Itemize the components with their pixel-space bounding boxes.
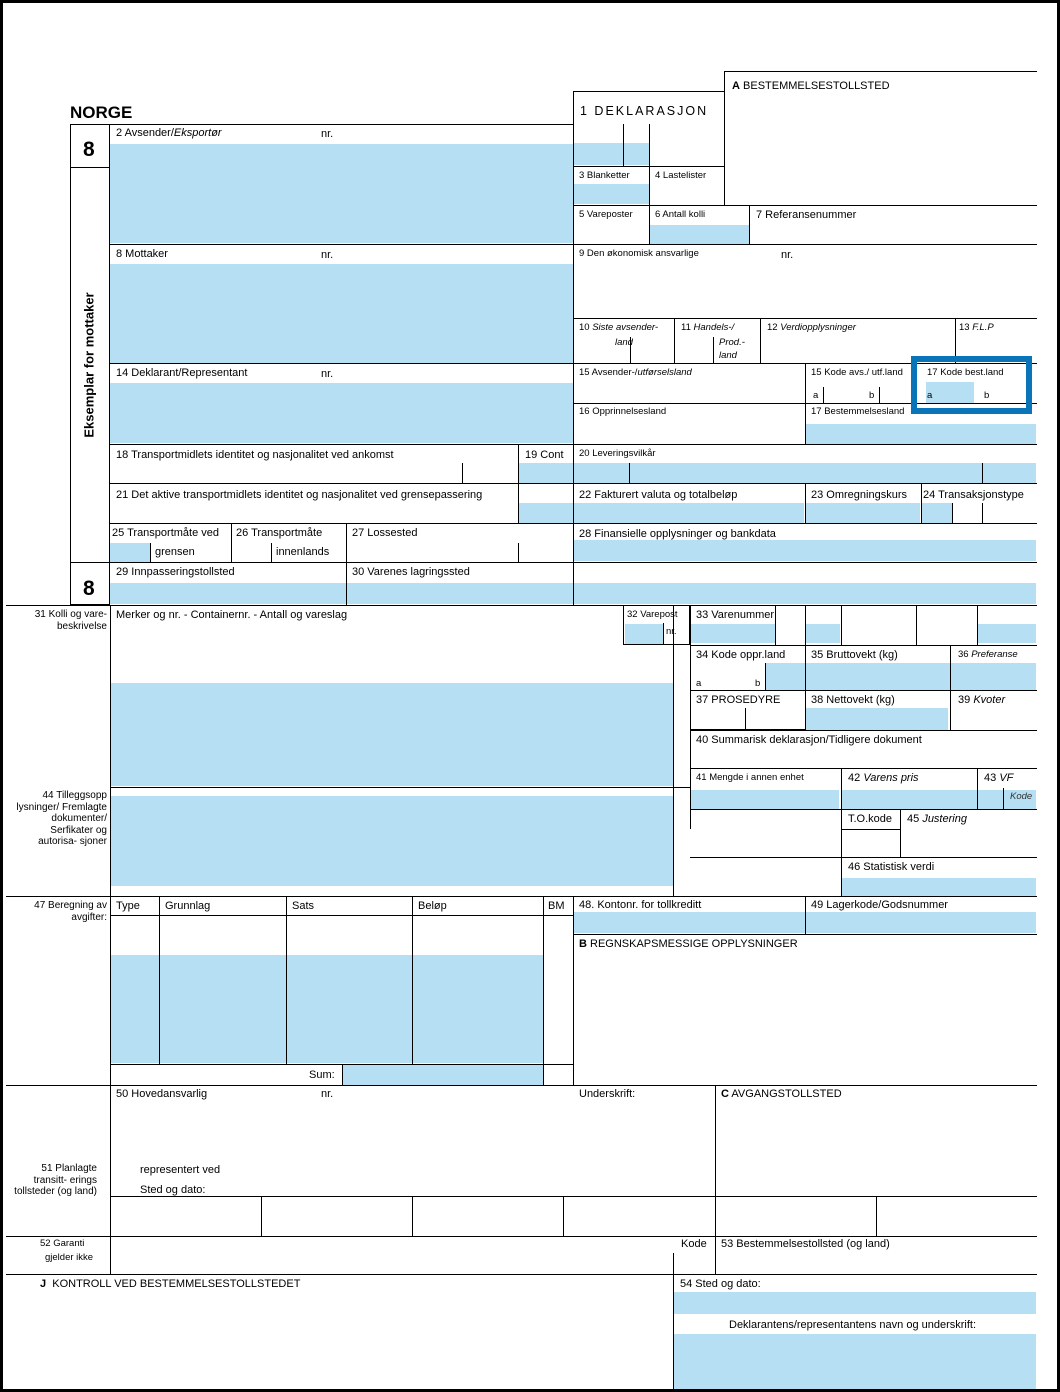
box-10-num: 10 bbox=[579, 322, 590, 333]
box-34-a: a bbox=[696, 678, 702, 689]
copy-number: 8 bbox=[83, 138, 95, 161]
box-17-b: b bbox=[984, 390, 990, 401]
box-7-label: 7 Referansenummer bbox=[756, 209, 857, 221]
line bbox=[673, 605, 674, 896]
line bbox=[745, 708, 746, 730]
box-9-nr: nr. bbox=[781, 249, 794, 261]
field-sum[interactable] bbox=[342, 1065, 543, 1085]
box-b-letter: B bbox=[579, 938, 587, 950]
box-38-label: 38 Nettovekt (kg) bbox=[811, 694, 895, 706]
box-34-b: b bbox=[755, 678, 761, 689]
box-21-label: 21 Det aktive transportmidlets identitet og nasjonalitet ved grensepassering bbox=[116, 489, 483, 501]
line bbox=[110, 444, 1037, 445]
line bbox=[977, 605, 978, 645]
line bbox=[724, 71, 725, 205]
line bbox=[150, 543, 151, 563]
box-42-num: 42 bbox=[848, 772, 861, 784]
box-9-label: 9 Den økonomisk ansvarlige bbox=[579, 248, 699, 259]
line bbox=[110, 523, 1037, 524]
box-28-label: 28 Finansielle opplysninger og bankdata bbox=[579, 528, 776, 540]
box-50-nr: nr. bbox=[321, 1088, 334, 1100]
box-24-label: 24 Transaksjonstype bbox=[923, 489, 1024, 501]
line bbox=[412, 896, 413, 1064]
box-39-num: 39 bbox=[958, 694, 971, 706]
field-42-varens-pris[interactable] bbox=[841, 790, 1036, 809]
line bbox=[876, 1196, 877, 1236]
underskrift-label: Underskrift: bbox=[579, 1088, 636, 1100]
box-52-label-b: gjelder ikke bbox=[45, 1252, 94, 1263]
line bbox=[6, 896, 1037, 897]
box-5-label: 5 Vareposter bbox=[579, 209, 633, 220]
field-54-sted-dato[interactable] bbox=[673, 1292, 1036, 1314]
line bbox=[159, 896, 160, 1064]
box-43-kode: Kode bbox=[1010, 791, 1033, 802]
sted-dato-label: Sted og dato: bbox=[140, 1184, 206, 1196]
box-2-label: 2 Avsender/ bbox=[116, 127, 174, 139]
box-32-label: 32 Varepost bbox=[627, 609, 678, 620]
box-50-label: 50 Hovedansvarlig bbox=[116, 1088, 208, 1100]
box-15-label-italic: utførselsland bbox=[637, 367, 692, 378]
line bbox=[749, 205, 750, 245]
box-1-label: 1 DEKLARASJON bbox=[580, 104, 709, 118]
field-6-antall-kolli[interactable] bbox=[650, 225, 749, 245]
box-49-label: 49 Lagerkode/Godsnummer bbox=[811, 899, 948, 911]
box-10-label-b: land bbox=[615, 337, 633, 348]
box-14-label: 14 Deklarant/Representant bbox=[116, 367, 248, 379]
line bbox=[950, 645, 951, 730]
line bbox=[110, 787, 690, 788]
box-8-nr: nr. bbox=[321, 249, 334, 261]
line bbox=[573, 934, 1037, 935]
box-34-label: 34 Kode oppr.land bbox=[696, 649, 786, 661]
box-2-label-italic: Eksportør bbox=[173, 127, 222, 139]
line bbox=[110, 915, 573, 916]
box-13-num: 13 bbox=[959, 322, 970, 333]
line bbox=[110, 124, 573, 125]
line bbox=[673, 1274, 674, 1392]
box-54-label: 54 Sted og dato: bbox=[680, 1278, 761, 1290]
line bbox=[110, 1196, 1037, 1197]
field-23-omregningskurs[interactable] bbox=[806, 503, 920, 523]
box-54-sign-label: Deklarantens/representantens navn og underskrift: bbox=[729, 1319, 977, 1331]
line bbox=[841, 768, 842, 896]
copy-label: Eksemplar for mottaker bbox=[81, 292, 97, 438]
box-11-label-c: land bbox=[719, 350, 737, 361]
box-44-side-label: 44 Tilleggsopp lysninger/ Fremlagte dokumenter/ Serfikater og autorisa- sjoner bbox=[16, 790, 107, 847]
line bbox=[982, 503, 983, 524]
box-17-kode-label: 17 Kode best.land bbox=[927, 367, 1004, 378]
field-33-varenummer-c[interactable] bbox=[978, 624, 1036, 643]
line bbox=[690, 730, 1037, 731]
box-15-a: a bbox=[813, 390, 819, 401]
line bbox=[805, 483, 806, 523]
line bbox=[6, 1085, 1037, 1086]
line bbox=[518, 543, 519, 563]
box-10-label: Siste avsender- bbox=[592, 322, 659, 333]
box-c-label: AVGANGSTOLLSTED bbox=[731, 1088, 842, 1100]
line bbox=[110, 244, 1037, 245]
line bbox=[805, 363, 806, 445]
line bbox=[982, 463, 983, 483]
box-12-num: 12 bbox=[767, 322, 778, 333]
box-46-label: 46 Statistisk verdi bbox=[848, 861, 935, 873]
box-43-bracket bbox=[977, 788, 1004, 810]
box-c-letter: C bbox=[721, 1088, 729, 1100]
line bbox=[841, 829, 901, 830]
box-18-label: 18 Transportmidlets identitet og nasjonalitet ved ankomst bbox=[116, 449, 394, 461]
line bbox=[462, 463, 463, 483]
box-40-label: 40 Summarisk deklarasjon/Tidligere dokument bbox=[696, 734, 922, 746]
box-j-label: KONTROLL VED BESTEMMELSESTOLLSTEDET bbox=[52, 1278, 301, 1290]
field-33-varenummer-b[interactable] bbox=[806, 624, 840, 643]
box-6-label: 6 Antall kolli bbox=[655, 209, 706, 220]
box-2-nr: nr. bbox=[321, 128, 334, 140]
field-54-signature[interactable] bbox=[673, 1334, 1036, 1392]
box-19-label: 19 Cont bbox=[525, 449, 564, 461]
box-39-label: Kvoter bbox=[973, 694, 1006, 706]
line bbox=[286, 896, 287, 1064]
box-26-label-b: innenlands bbox=[276, 546, 330, 558]
box-31-side-label: 31 Kolli og vare- beskrivelse bbox=[34, 609, 107, 632]
line bbox=[690, 857, 1037, 858]
line bbox=[6, 605, 1037, 606]
line bbox=[649, 124, 650, 245]
line bbox=[573, 896, 574, 1086]
line bbox=[573, 318, 1037, 319]
field-22-valuta[interactable] bbox=[574, 503, 804, 523]
line bbox=[573, 205, 1037, 206]
box-11-label: Handels-/ bbox=[693, 322, 735, 333]
box-22-label: 22 Fakturert valuta og totalbeløp bbox=[579, 489, 738, 501]
line bbox=[261, 1196, 262, 1236]
line bbox=[110, 363, 1037, 364]
field-21-extra[interactable] bbox=[519, 503, 573, 524]
box-15-label: 15 Avsender-/ bbox=[579, 367, 638, 378]
to-kode-label: T.O.kode bbox=[848, 813, 893, 825]
line bbox=[563, 1196, 564, 1236]
box-b-label: REGNSKAPSMESSIGE OPPLYSNINGER bbox=[590, 938, 798, 950]
box-43-label: VF bbox=[999, 772, 1014, 784]
box-45-label: Justering bbox=[922, 813, 967, 825]
line bbox=[412, 1196, 413, 1236]
field-44-tilleggsopplysninger[interactable] bbox=[110, 796, 673, 886]
line bbox=[690, 768, 1037, 769]
box-j-letter: J bbox=[40, 1278, 47, 1290]
box-20-label: 20 Leveringsvilkår bbox=[579, 448, 656, 459]
line bbox=[629, 463, 630, 483]
copy-number-bottom-text: 8 bbox=[83, 577, 95, 600]
box-33-label: 33 Varenummer bbox=[696, 609, 775, 621]
line bbox=[765, 663, 766, 690]
line bbox=[900, 809, 901, 858]
col-grunnlag: Grunnlag bbox=[165, 900, 211, 912]
col-belop: Beløp bbox=[418, 900, 447, 912]
line bbox=[346, 562, 347, 605]
box-3-label: 3 Blanketter bbox=[579, 170, 630, 181]
box-41-label: 41 Mengde i annen enhet bbox=[696, 772, 804, 783]
line bbox=[805, 896, 806, 934]
field-35-bruttovekt[interactable] bbox=[766, 663, 1036, 690]
col-type: Type bbox=[116, 900, 140, 912]
field-17-bestemmelsesland[interactable] bbox=[806, 424, 1036, 445]
field-19-cont[interactable] bbox=[519, 463, 573, 483]
box-14-nr: nr. bbox=[321, 368, 334, 380]
line bbox=[841, 605, 842, 645]
box-a-label: BESTEMMELSESTOLLSTED bbox=[743, 80, 890, 92]
line bbox=[724, 71, 1037, 72]
box-15-b: b bbox=[869, 390, 875, 401]
box-51-side-label: 51 Planlagte transitt- erings tollsteder (og land) bbox=[14, 1163, 97, 1197]
box-12-label: Verdiopplysninger bbox=[780, 322, 856, 333]
field-33-varenummer-a[interactable] bbox=[691, 624, 775, 643]
line bbox=[518, 444, 519, 524]
line bbox=[690, 809, 1037, 810]
box-16-label: 16 Opprinnelsesland bbox=[579, 406, 667, 417]
field-3-blanketter[interactable] bbox=[574, 184, 649, 204]
line bbox=[543, 896, 544, 1086]
box-23-label: 23 Omregningskurs bbox=[811, 489, 907, 501]
box-25-label-b: grensen bbox=[155, 546, 195, 558]
box-31-label: Merker og nr. - Containernr. - Antall og vareslag bbox=[116, 609, 348, 621]
box-11-num: 11 bbox=[681, 322, 691, 333]
box-45-num: 45 bbox=[907, 813, 920, 825]
line bbox=[663, 623, 664, 645]
box-32-nr: nr. bbox=[666, 626, 677, 637]
col-bm: BM bbox=[548, 900, 565, 912]
box-26-label: 26 Transportmåte bbox=[236, 527, 323, 539]
field-31-varebeskrivelse[interactable] bbox=[110, 683, 673, 786]
box-27-label: 27 Lossested bbox=[352, 527, 418, 539]
line bbox=[6, 1236, 1037, 1237]
box-25-label: 25 Transportmåte ved bbox=[112, 527, 220, 539]
box-13-label: F.L.P bbox=[972, 322, 994, 333]
kode-label: Kode bbox=[681, 1238, 707, 1250]
line bbox=[952, 503, 953, 524]
field-8-mottaker[interactable] bbox=[110, 264, 573, 363]
line bbox=[623, 124, 624, 167]
line bbox=[573, 124, 574, 605]
line bbox=[110, 605, 111, 1275]
line bbox=[690, 645, 1037, 646]
box-42-label: Varens pris bbox=[863, 772, 919, 784]
line bbox=[775, 605, 776, 645]
box-37-label: 37 PROSEDYRE bbox=[696, 694, 781, 706]
box-4-label: 4 Lastelister bbox=[655, 170, 707, 181]
box-52-label: 52 Garanti bbox=[40, 1238, 85, 1249]
field-41-mengde[interactable] bbox=[691, 790, 839, 809]
line bbox=[271, 543, 272, 563]
line bbox=[110, 562, 1037, 563]
box-43-num: 43 bbox=[984, 772, 997, 784]
box-17-a: a bbox=[927, 390, 933, 401]
field-25-transportmate[interactable] bbox=[110, 543, 150, 562]
line bbox=[760, 318, 761, 363]
box-a-letter: A bbox=[732, 80, 740, 92]
field-24-transaksjonstype[interactable] bbox=[922, 503, 952, 524]
box-36-num: 36 bbox=[958, 649, 969, 660]
box-8-label: 8 Mottaker bbox=[116, 248, 168, 260]
line bbox=[916, 605, 917, 645]
line bbox=[715, 1085, 716, 1275]
field-20-leveringsvilkar[interactable] bbox=[574, 463, 1036, 483]
field-47-beregning[interactable] bbox=[110, 955, 543, 1063]
box-30-label: 30 Varenes lagringssted bbox=[352, 566, 470, 578]
box-48-label: 48. Kontonr. for tollkreditt bbox=[579, 899, 702, 911]
field-38-nettovekt[interactable] bbox=[806, 708, 948, 730]
box-47-side-label: 47 Beregning av avgifter: bbox=[34, 900, 107, 923]
box-15-kode-label: 15 Kode avs./ utf.land bbox=[811, 367, 903, 378]
box-53-label: 53 Bestemmelsestollsted (og land) bbox=[721, 1238, 890, 1250]
box-11-bracket bbox=[674, 337, 714, 364]
line bbox=[823, 387, 824, 403]
line bbox=[231, 523, 232, 563]
sum-label: Sum: bbox=[309, 1069, 335, 1081]
field-2-avsender[interactable] bbox=[110, 144, 573, 243]
representert-label: representert ved bbox=[140, 1164, 221, 1176]
line bbox=[921, 483, 922, 523]
box-36-label: Preferanse bbox=[971, 649, 1018, 660]
field-46-statistisk-verdi[interactable] bbox=[841, 878, 1036, 896]
field-14-deklarant[interactable] bbox=[110, 383, 573, 443]
line bbox=[342, 1064, 343, 1086]
country-title: NORGE bbox=[70, 103, 133, 122]
box-17-label: 17 Bestemmelsesland bbox=[811, 406, 905, 417]
highlight-box-17 bbox=[911, 356, 1032, 414]
box-11-label-b: Prod.- bbox=[719, 337, 745, 348]
line bbox=[110, 483, 1037, 484]
box-35-label: 35 Bruttovekt (kg) bbox=[811, 649, 898, 661]
col-sats: Sats bbox=[292, 900, 315, 912]
line bbox=[879, 387, 880, 403]
box-29-label: 29 Innpasseringstollsted bbox=[116, 566, 235, 578]
line bbox=[346, 523, 347, 563]
box-52-kode-bracket bbox=[673, 1253, 716, 1275]
line bbox=[6, 1274, 1037, 1275]
field-28-finansielle[interactable] bbox=[574, 540, 1036, 561]
